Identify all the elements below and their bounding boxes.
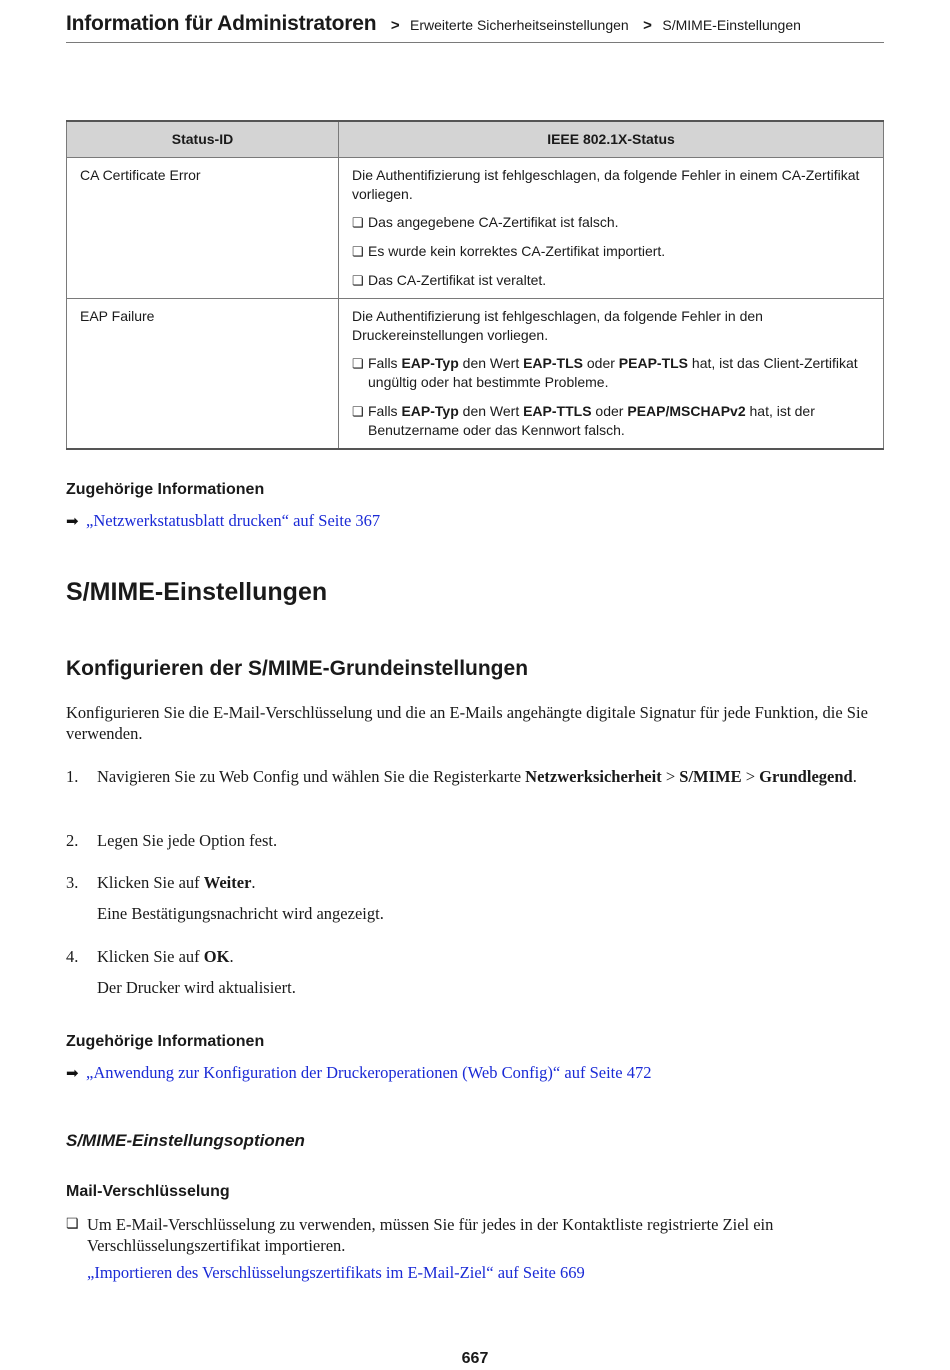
- intro-paragraph: Konfigurieren Sie die E-Mail-Verschlüsselung und die an E-Mails angehängte digitale Signatur für jede Funktion, die Sie verwenden.: [66, 703, 868, 743]
- table-row: [67, 158, 884, 299]
- subsection-title: Konfigurieren der S/MIME-Grundeinstellungen: [66, 657, 529, 680]
- ieee-status-table: [66, 120, 884, 450]
- import-certificate-link[interactable]: „Importieren des Verschlüsselungszertifikats im E-Mail-Ziel“ auf Seite 669: [87, 1263, 585, 1282]
- list-item-text: Um E-Mail-Verschlüsselung zu verwenden, müssen Sie für jedes in der Kontaktliste registrierte Ziel ein Verschlüsselungszertifikat importieren.: [87, 1215, 774, 1255]
- options-title: S/MIME-Einstellungsoptionen: [66, 1131, 305, 1150]
- web-config-link[interactable]: „Anwendung zur Konfiguration der Druckeroperationen (Web Config)“ auf Seite 472: [86, 1063, 652, 1082]
- checkbox-icon: ❏: [352, 273, 364, 288]
- step-result: Der Drucker wird aktualisiert.: [97, 978, 296, 997]
- status-description-cell: [339, 299, 884, 450]
- related-info-heading: Zugehörige Informationen: [66, 481, 265, 498]
- page-number: 667: [461, 1350, 489, 1367]
- step-item: [66, 872, 884, 924]
- step-result: Eine Bestätigungsnachricht wird angezeigt.: [97, 904, 384, 923]
- list-item-text: Falls EAP-Typ den Wert EAP-TLS oder PEAP-TLS hat, ist das Client-Zertifikat ungültig oder hat bestimmte Probleme.: [368, 355, 858, 390]
- table-header-row: [67, 121, 884, 158]
- status-description: Die Authentifizierung ist fehlgeschlagen, da folgende Fehler in den Druckereinstellungen vorliegen.: [352, 308, 763, 343]
- breadcrumb-separator: >: [643, 17, 652, 34]
- table-row: [67, 299, 884, 450]
- step-number: 1.: [66, 767, 79, 786]
- step-text: Navigieren Sie zu Web Config und wählen Sie die Registerkarte Netzwerksicherheit > S/MIME > Grundlegend.: [97, 767, 857, 786]
- step-text: Klicken Sie auf Weiter.: [97, 873, 256, 892]
- list-item: [352, 402, 870, 440]
- mail-encryption-heading: Mail-Verschlüsselung: [66, 1183, 230, 1200]
- list-item: [352, 213, 870, 232]
- network-status-sheet-link[interactable]: „Netzwerkstatusblatt drucken“ auf Seite 367: [86, 511, 381, 530]
- step-item: [66, 830, 884, 851]
- running-header: [66, 12, 884, 43]
- status-description-cell: [339, 158, 884, 299]
- list-item: [66, 1214, 884, 1283]
- arrow-right-icon: ➡: [66, 1066, 79, 1082]
- checkbox-icon: ❏: [352, 356, 364, 371]
- step-text: Legen Sie jede Option fest.: [97, 831, 278, 850]
- list-item-text: Das CA-Zertifikat ist veraltet.: [368, 272, 547, 288]
- checkbox-icon: ❏: [352, 244, 364, 259]
- status-id-cell: EAP Failure: [67, 299, 339, 450]
- list-item: [352, 242, 870, 261]
- section-title: S/MIME-Einstellungen: [66, 578, 328, 606]
- arrow-right-icon: ➡: [66, 514, 79, 530]
- breadcrumb-item-smime: S/MIME-Einstellungen: [662, 17, 801, 33]
- step-text: Klicken Sie auf OK.: [97, 947, 234, 966]
- related-info-heading: Zugehörige Informationen: [66, 1033, 265, 1050]
- breadcrumb-separator: >: [390, 17, 400, 34]
- list-item-text: Das angegebene CA-Zertifikat ist falsch.: [368, 214, 619, 230]
- step-item: [66, 766, 884, 787]
- related-link-row: [66, 1063, 651, 1083]
- related-link-row: [66, 511, 380, 531]
- checkbox-icon: ❏: [66, 1217, 79, 1232]
- checkbox-icon: ❏: [352, 215, 364, 230]
- checkbox-icon: ❏: [352, 404, 364, 419]
- list-item-text: Falls EAP-Typ den Wert EAP-TTLS oder PEAP/MSCHAPv2 hat, ist der Benutzername oder das Kennwort falsch.: [368, 403, 815, 438]
- column-header-ieee-status: IEEE 802.1X-Status: [339, 121, 884, 158]
- list-item: [352, 271, 870, 290]
- list-item-text: Es wurde kein korrektes CA-Zertifikat importiert.: [368, 243, 666, 259]
- step-item: [66, 946, 884, 998]
- step-number: 3.: [66, 873, 79, 892]
- status-description: Die Authentifizierung ist fehlgeschlagen, da folgende Fehler in einem CA-Zertifikat vorliegen.: [352, 167, 860, 202]
- header-title: Information für Administratoren: [66, 12, 377, 35]
- status-id-cell: CA Certificate Error: [67, 158, 339, 299]
- breadcrumb-item-advanced-security: Erweiterte Sicherheitseinstellungen: [410, 17, 629, 33]
- list-item: [352, 354, 870, 392]
- step-number: 2.: [66, 831, 79, 850]
- column-header-status-id: Status-ID: [67, 121, 339, 158]
- step-number: 4.: [66, 947, 79, 966]
